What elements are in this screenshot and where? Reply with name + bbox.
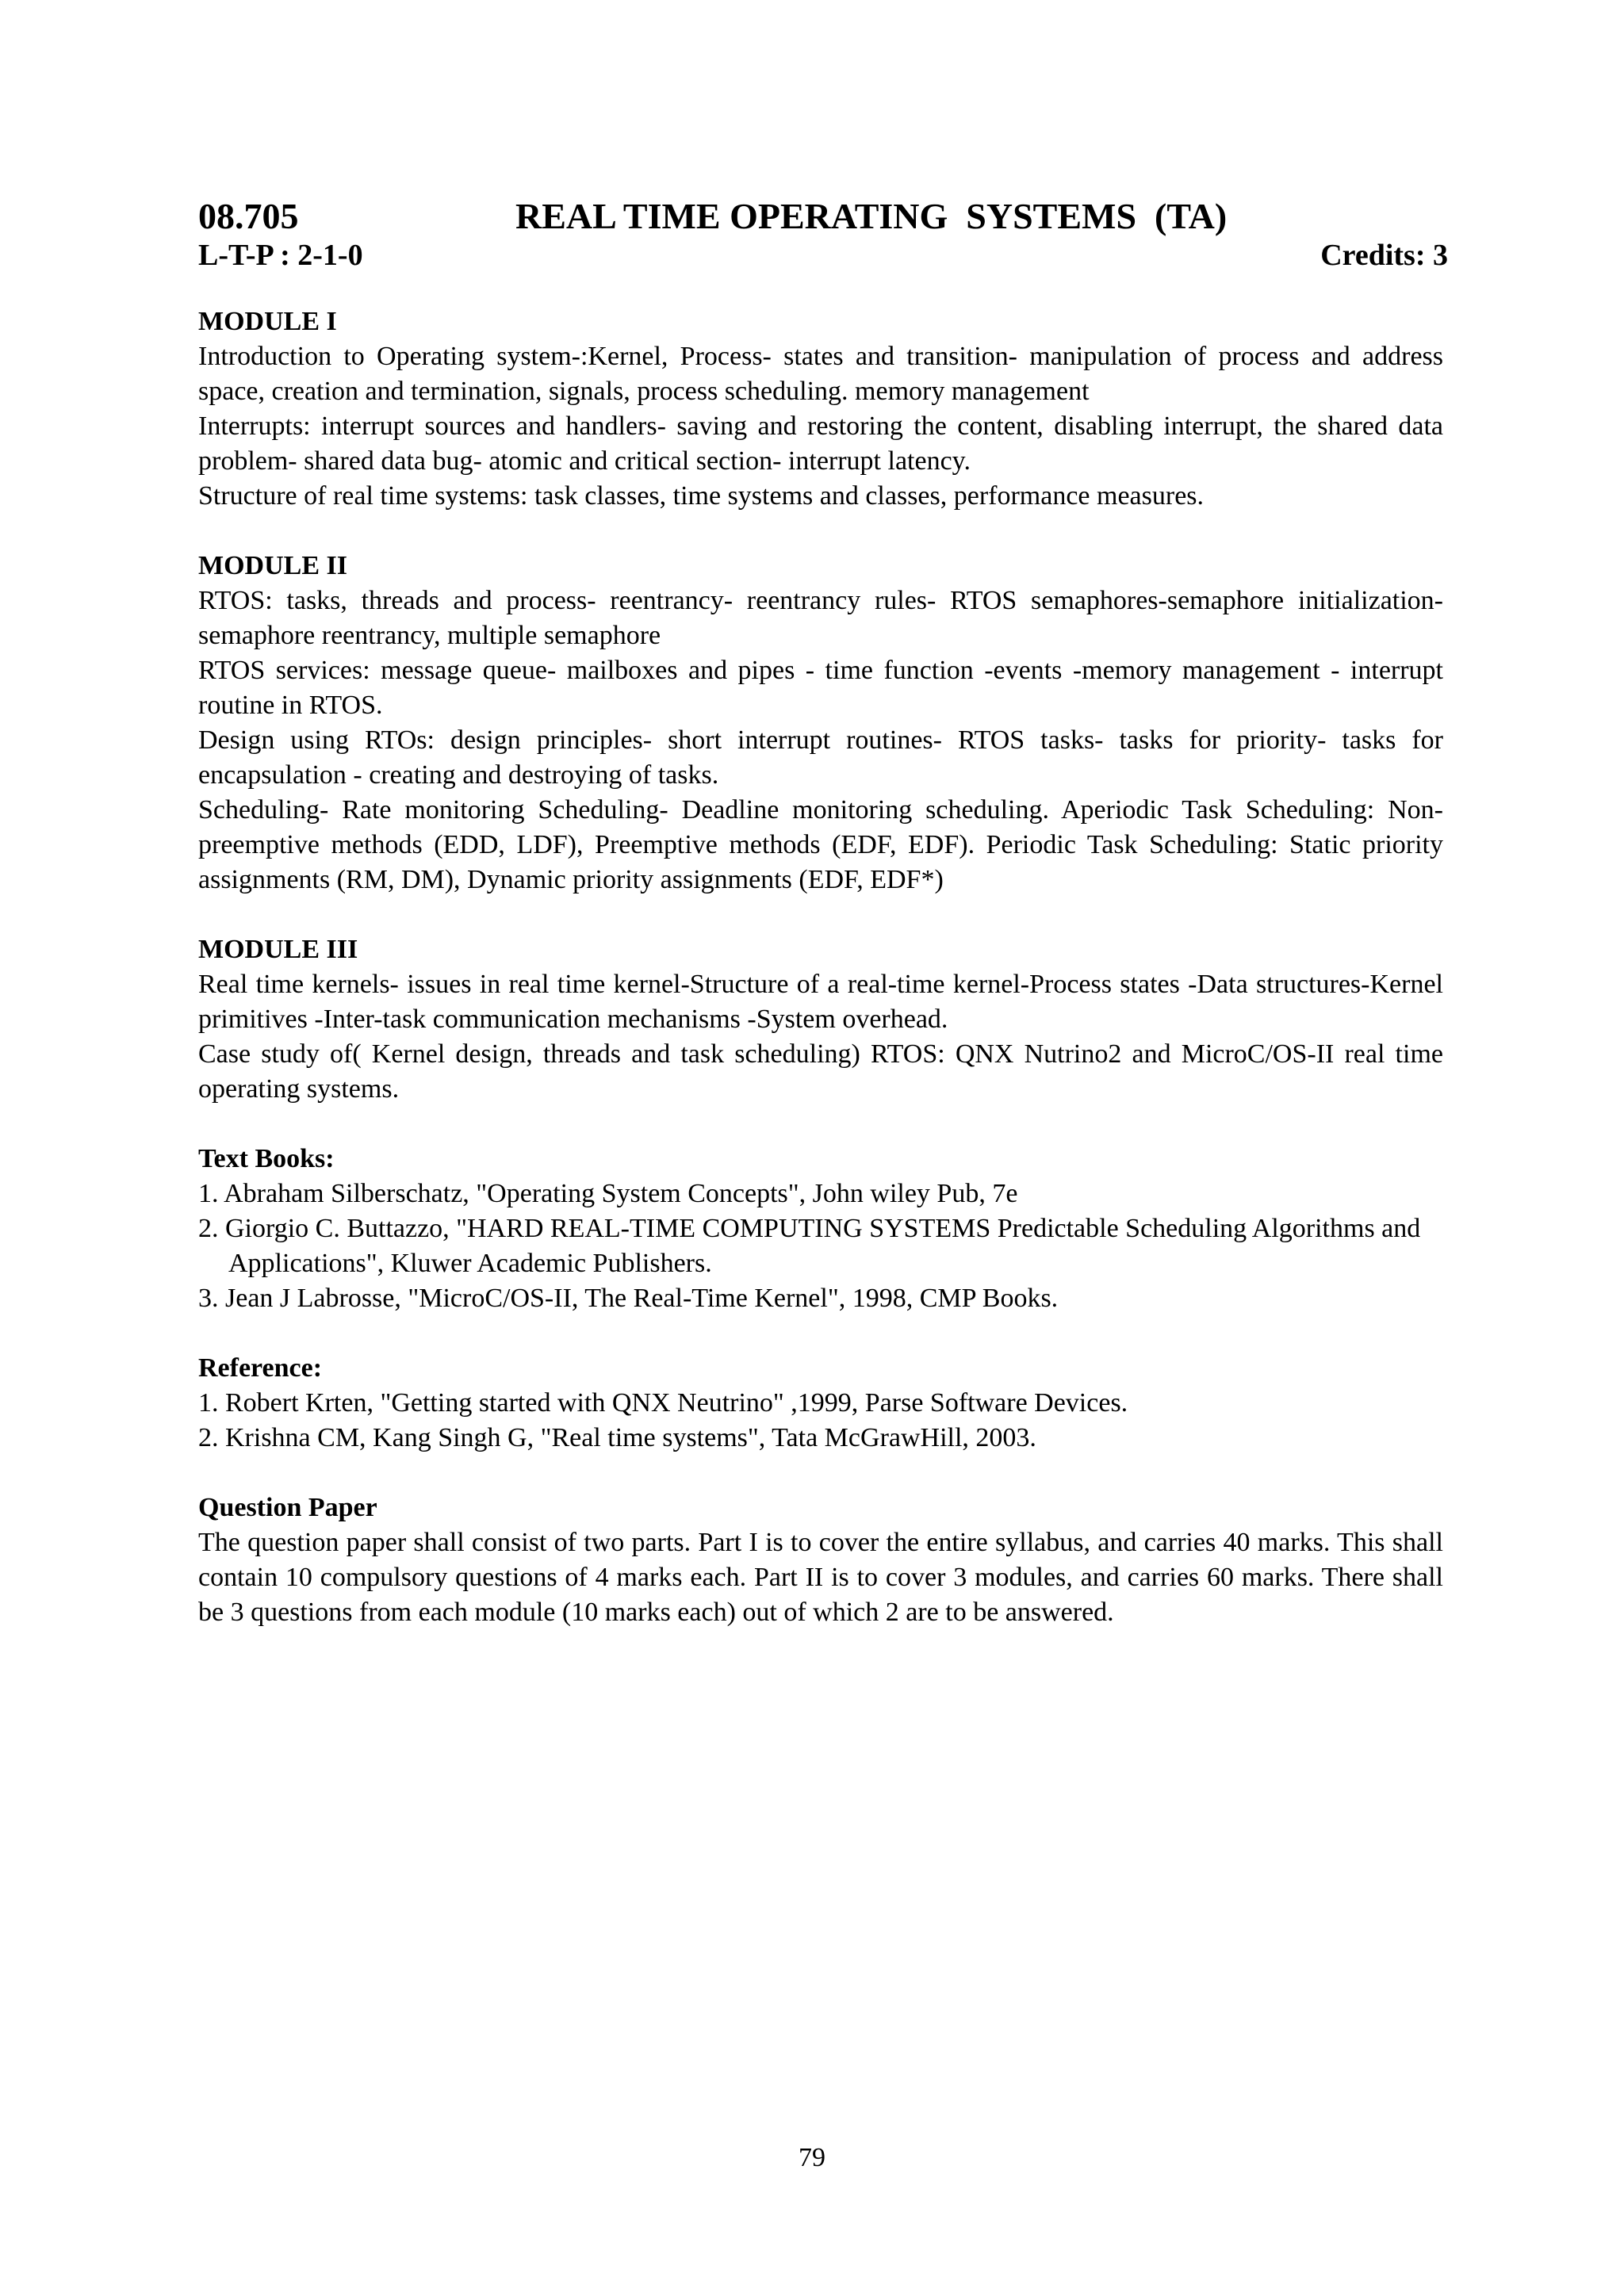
question-paper-text: The question paper shall consist of two parts. Part I is to cover the entire syllabus, and carries 40 marks. This shall contain 10 compulsory questions of 4 marks each. Part II is to cover 3 modules, and carries 60 marks. There shall be 3 questions from each module (10 marks each) out of which 2 are to be answered.	[198, 1528, 1443, 1627]
module-heading: MODULE II	[198, 551, 347, 580]
course-code: 08.705	[198, 196, 299, 236]
module-paragraph: RTOS services: message queue- mailboxes and pipes - time function -events -memory management - interrupt routine in RTOS.	[198, 656, 1443, 720]
module-heading: MODULE III	[198, 935, 358, 964]
text-book-item: 2. Giorgio C. Buttazzo, "HARD REAL-TIME COMPUTING SYSTEMS Predictable Scheduling Algorithms and Applications", Kluwer Academic Publishers.	[198, 1214, 1421, 1278]
ltp-label: L-T-P : 2-1-0	[198, 239, 363, 272]
question-paper	[198, 1490, 1443, 1630]
reference-heading: Reference:	[198, 1353, 323, 1383]
syllabus-page	[198, 196, 1448, 1665]
page-number: 79	[799, 2143, 825, 2172]
text-book-item: 3. Jean J Labrosse, "MicroC/OS-II, The Real-Time Kernel", 1998, CMP Books.	[198, 1284, 1059, 1313]
question-paper-heading: Question Paper	[198, 1493, 377, 1522]
text-books-heading: Text Books:	[198, 1144, 335, 1173]
course-title: REAL TIME OPERATING SYSTEMS (TA)	[515, 196, 1228, 236]
module-paragraph: Real time kernels- issues in real time kernel-Structure of a real-time kernel-Process states -Data structures-Kernel primitives -Inter-task communication mechanisms -System overhead.	[198, 970, 1443, 1034]
module-paragraph: Scheduling- Rate monitoring Scheduling- Deadline monitoring scheduling. Aperiodic Task Scheduling: Non-preemptive methods (EDD, LDF), Preemptive methods (EDF, EDF). Periodic Task Scheduling: Static priority assignments (RM, DM), Dynamic priority assignments (EDF, EDF*)	[198, 795, 1443, 894]
module-paragraph: Structure of real time systems: task classes, time systems and classes, performance measures.	[198, 481, 1205, 511]
text-book-item: 1. Abraham Silberschatz, "Operating System Concepts", John wiley Pub, 7e	[198, 1179, 1018, 1208]
module-paragraph: Interrupts: interrupt sources and handlers- saving and restoring the content, disabling interrupt, the shared data problem- shared data bug- atomic and critical section- interrupt latency.	[198, 411, 1443, 476]
reference	[198, 1351, 1443, 1456]
module-paragraph: Design using RTOs: design principles- short interrupt routines- RTOS tasks- tasks for priority- tasks for encapsulation - creating and destroying of tasks.	[198, 725, 1443, 790]
module-1	[198, 304, 1443, 514]
reference-item: 2. Krishna CM, Kang Singh G, "Real time systems", Tata McGrawHill, 2003.	[198, 1423, 1036, 1452]
module-heading: MODULE I	[198, 307, 337, 336]
module-3	[198, 932, 1443, 1107]
module-paragraph: Case study of( Kernel design, threads and task scheduling) RTOS: QNX Nutrino2 and MicroC/OS-II real time operating systems.	[198, 1039, 1443, 1104]
credits-label: Credits: 3	[1320, 239, 1448, 272]
module-2	[198, 549, 1443, 897]
reference-item: 1. Robert Krten, "Getting started with QNX Neutrino" ,1999, Parse Software Devices.	[198, 1388, 1128, 1418]
course-header	[198, 197, 1443, 236]
module-paragraph: RTOS: tasks, threads and process- reentrancy- reentrancy rules- RTOS semaphores-semaphore initialization-semaphore reentrancy, multiple semaphore	[198, 586, 1443, 650]
text-books	[198, 1142, 1443, 1316]
course-meta	[198, 236, 1448, 274]
module-paragraph: Introduction to Operating system-:Kernel, Process- states and transition- manipulation of process and address space, creation and termination, signals, process scheduling. memory management	[198, 342, 1443, 406]
